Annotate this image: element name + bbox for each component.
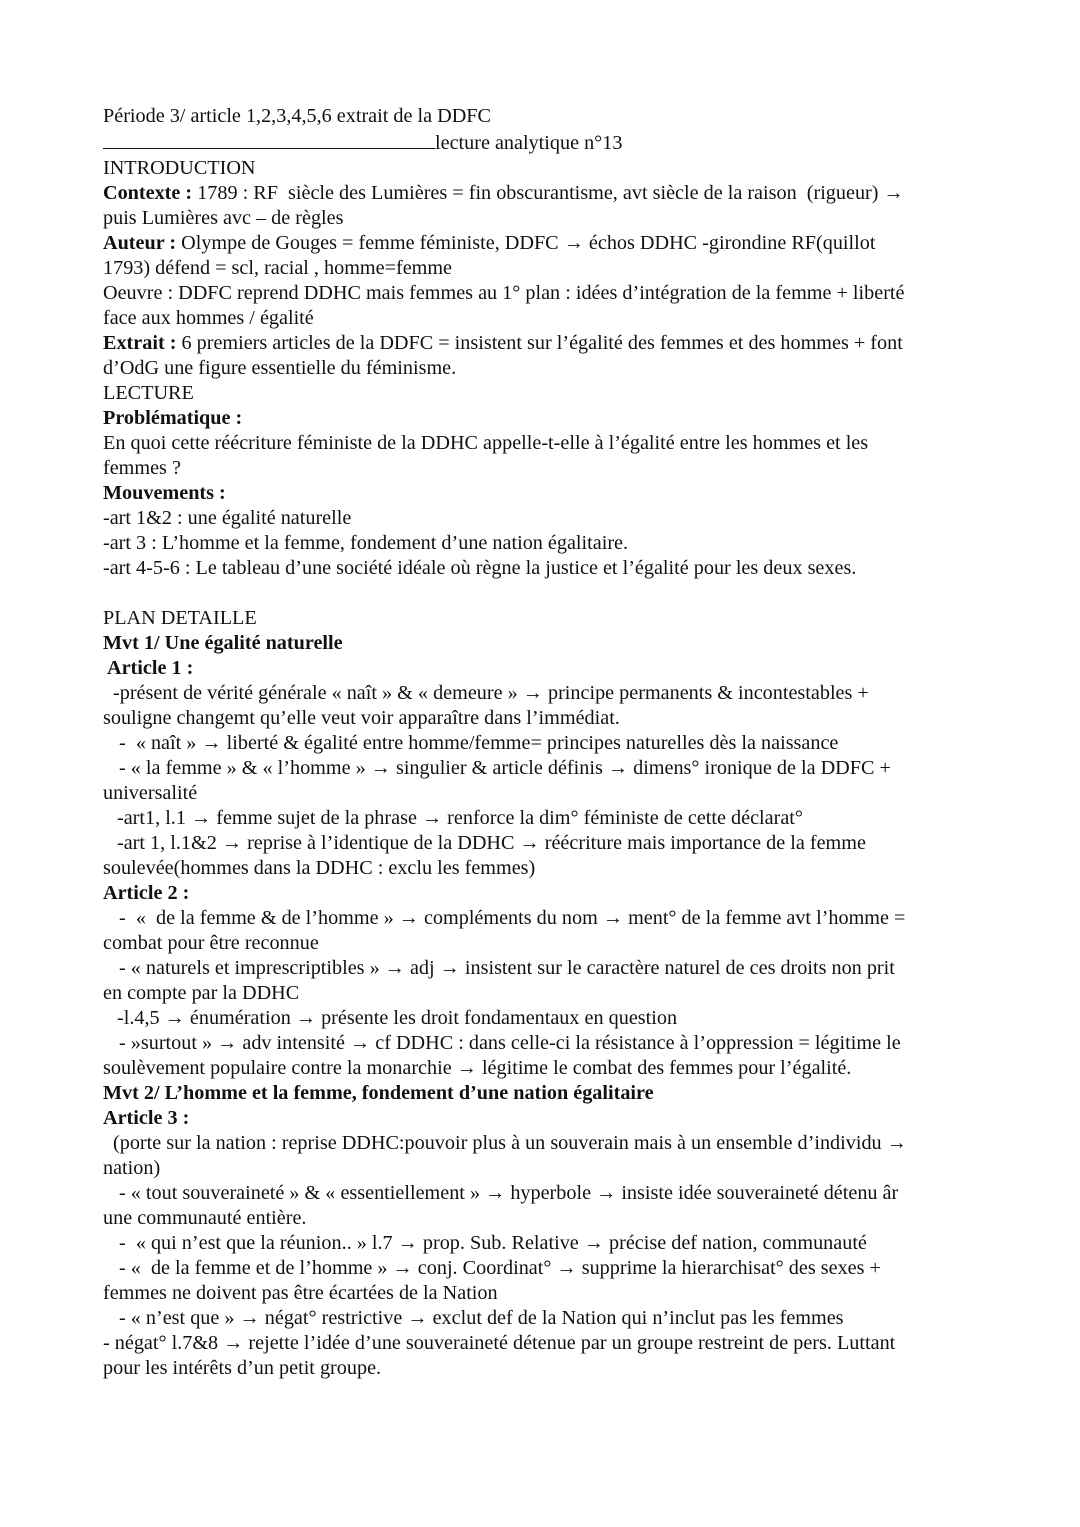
article2-line: - « naturels et imprescriptibles » → adj → insistent sur le caractère naturel de ces droits non prit (119, 957, 895, 979)
article1-line: soulevée(hommes dans la DDHC : exclu les femmes) (103, 857, 536, 879)
underline-rule (103, 129, 435, 149)
contexte-paragraph (103, 181, 983, 206)
article2-line: combat pour être reconnue (103, 932, 319, 954)
article1-line: - « naît » → liberté & égalité entre homme/femme= principes naturelles dès la naissance (119, 732, 839, 754)
mouvement-item: -art 1&2 : une égalité naturelle (103, 507, 352, 529)
oeuvre-text-cont: face aux hommes / égalité (103, 307, 314, 329)
lecture-title: LECTURE (103, 382, 194, 404)
plan-title: PLAN DETAILLE (103, 607, 257, 629)
contexte-text-cont: puis Lumières avc – de règles (103, 207, 344, 229)
article1-line: -art1, l.1 → femme sujet de la phrase → renforce la dim° féministe de cette déclarat° (117, 807, 803, 829)
article3-line: - négat° l.7&8 → rejette l’idée d’une souveraineté détenue par un groupe restreint de pers. Luttant (103, 1332, 896, 1354)
introduction-title: INTRODUCTION (103, 157, 256, 179)
article2-line: - « de la femme & de l’homme » → compléments du nom → ment° de la femme avt l’homme = (119, 907, 906, 929)
mvt2-title: Mvt 2/ L’homme et la femme, fondement d’une nation égalitaire (103, 1082, 654, 1104)
article2-line: soulèvement populaire contre la monarchie → légitime le combat des femmes pour l’égalité. (103, 1057, 852, 1079)
article3-line: - « n’est que » → négat° restrictive → exclut def de la Nation qui n’inclut pas les femmes (119, 1307, 844, 1329)
article1-line: -présent de vérité générale « naît » & « demeure » → principe permanents & incontestables + (113, 682, 869, 704)
blank-line (103, 581, 983, 606)
article1-title: Article 1 : (107, 657, 194, 679)
lecture-number-line (103, 129, 983, 156)
article2-title: Article 2 : (103, 882, 190, 904)
problematique-text-cont: femmes ? (103, 457, 181, 479)
article1-line: universalité (103, 782, 198, 804)
oeuvre-paragraph: Oeuvre : DDFC reprend DDHC mais femmes au 1° plan : idées d’intégration de la femme + liberté (103, 282, 905, 304)
article3-line: pour les intérêts d’un petit groupe. (103, 1357, 382, 1379)
mouvement-item: -art 3 : L’homme et la femme, fondement d’une nation égalitaire. (103, 532, 629, 554)
article2-line: en compte par la DDHC (103, 982, 300, 1004)
extrait-paragraph (103, 331, 983, 356)
mvt1-title: Mvt 1/ Une égalité naturelle (103, 632, 343, 654)
article3-line: une communauté entière. (103, 1207, 307, 1229)
contexte-label: Contexte : (103, 182, 193, 204)
article1-line: -art 1, l.1&2 → reprise à l’identique de la DDHC → réécriture mais importance de la femme (117, 832, 866, 854)
extrait-label: Extrait : (103, 332, 177, 354)
article1-line: souligne changemt qu’elle veut voir apparaître dans l’immédiat. (103, 707, 620, 729)
lecture-number: lecture analytique n°13 (435, 132, 623, 154)
auteur-paragraph (103, 231, 983, 256)
article2-line: -l.4,5 → énumération → présente les droit fondamentaux en question (117, 1007, 678, 1029)
auteur-text-cont: 1793) défend = scl, racial , homme=femme (103, 257, 453, 279)
contexte-text: 1789 : RF siècle des Lumières = fin obscurantisme, avt siècle de la raison (rigueur) → (192, 182, 904, 204)
article1-line: - « la femme » & « l’homme » → singulier & article définis → dimens° ironique de la DDFC + (119, 757, 891, 779)
article3-title: Article 3 : (103, 1107, 190, 1129)
extrait-text: 6 premiers articles de la DDFC = insistent sur l’égalité des femmes et des hommes + font (176, 332, 903, 354)
extrait-text-cont: d’OdG une figure essentielle du féminisme. (103, 357, 457, 379)
article3-line: - « tout souveraineté » & « essentiellement » → hyperbole → insiste idée souveraineté détenu âr (119, 1182, 899, 1204)
article3-line: (porte sur la nation : reprise DDHC:pouvoir plus à un souverain mais à un ensemble d’individu → (113, 1132, 907, 1154)
auteur-text: Olympe de Gouges = femme féministe, DDFC → échos DDHC -girondine RF(quillot (176, 232, 876, 254)
article3-line: nation) (103, 1157, 161, 1179)
mouvement-item: -art 4-5-6 : Le tableau d’une société idéale où règne la justice et l’égalité pour les deux sexes. (103, 557, 857, 579)
period-heading: Période 3/ article 1,2,3,4,5,6 extrait de la DDFC (103, 105, 491, 127)
auteur-label: Auteur : (103, 232, 177, 254)
problematique-text: En quoi cette réécriture féministe de la DDHC appelle-t-elle à l’égalité entre les hommes et les (103, 432, 869, 454)
article3-line: femmes ne doivent pas être écartées de la Nation (103, 1282, 498, 1304)
article3-line: - « de la femme et de l’homme » → conj. Coordinat° → supprime la hierarchisat° des sexes + (119, 1257, 881, 1279)
document-page (103, 104, 983, 1381)
problematique-label: Problématique : (103, 407, 243, 429)
article3-line: - « qui n’est que la réunion.. » l.7 → prop. Sub. Relative → précise def nation, communauté (119, 1232, 867, 1254)
article2-line: - »surtout » → adv intensité → cf DDHC : dans celle-ci la résistance à l’oppression = légitime le (119, 1032, 901, 1054)
mouvements-label: Mouvements : (103, 482, 226, 504)
